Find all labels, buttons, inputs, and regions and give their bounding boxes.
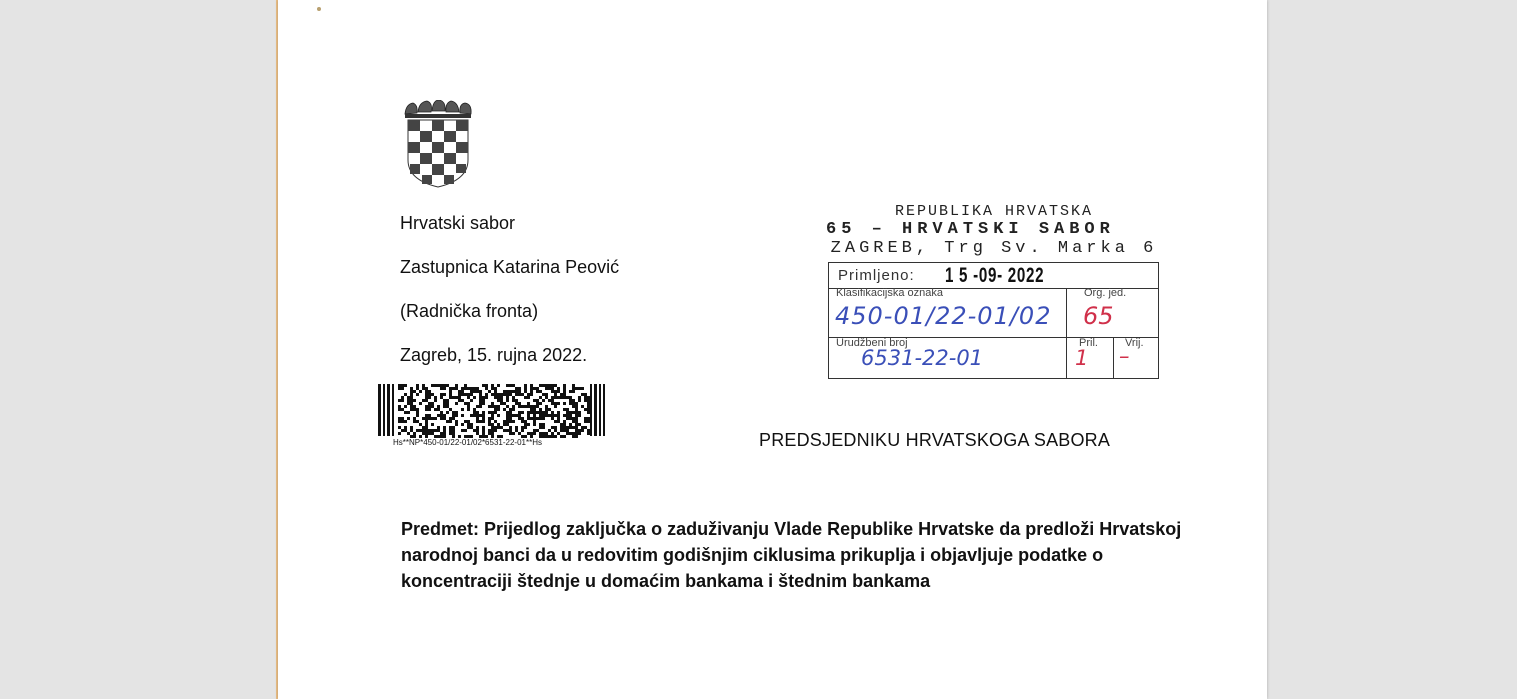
stamp-row-class-labels	[829, 288, 1158, 299]
stamp-row-reg-values	[829, 344, 1158, 378]
sender-name: Zastupnica Katarina Peović	[400, 257, 620, 277]
received-label: Primljeno:	[838, 267, 915, 284]
stamp-row-class-values	[829, 299, 1158, 338]
sender-place-date: Zagreb, 15. rujna 2022.	[400, 345, 588, 365]
classification-value: 450-01/22-01/02	[835, 302, 1052, 330]
received-date: 1 5 -09- 2022	[945, 264, 1045, 287]
stamp-row-received	[829, 263, 1158, 289]
stamp-divider-main	[1066, 288, 1067, 378]
received-stamp-header	[826, 203, 1162, 258]
recipient-line: PREDSJEDNIKU HRVATSKOGA SABORA	[759, 430, 1111, 450]
classification-label: Klasifikacijska oznaka	[836, 287, 943, 299]
barcode-caption: Hs**NP*450-01/22-01/02*6531-22-01**Hs	[393, 438, 542, 447]
sender-party: (Radnička fronta)	[400, 301, 539, 321]
value-value: –	[1119, 344, 1130, 368]
received-stamp-box	[828, 262, 1159, 379]
stamp-header-institution: 65 – HRVATSKI SABOR	[826, 220, 1115, 239]
attachments-value: 1	[1075, 346, 1089, 370]
value-label: Vrij.	[1125, 337, 1144, 349]
scan-speck	[317, 7, 321, 11]
subject-paragraph: Predmet: Prijedlog zaključka o zaduživanju Vlade Republike Hrvatske da predloži Hrvatskoj narodnoj banci da u redovitim godišnjim ciklusima prikuplja i objavljuje podatke o koncentraciji štednje u domaćim bankama i štednim bankama	[401, 519, 1182, 591]
croatian-coat-of-arms-icon	[402, 100, 474, 188]
reg-number-label: Urudžbeni broj	[836, 337, 908, 349]
org-unit-label: Org. jed.	[1084, 287, 1127, 299]
stamp-divider-small	[1113, 337, 1114, 378]
sender-block	[400, 212, 619, 388]
org-unit-value: 65	[1083, 302, 1114, 330]
reg-number-value: 6531-22-01	[861, 346, 984, 370]
attachments-label: Pril.	[1079, 337, 1098, 349]
stamp-header-address: ZAGREB, Trg Sv. Marka 6	[830, 239, 1158, 258]
sender-institution: Hrvatski sabor	[400, 213, 516, 233]
stamp-header-country: REPUBLIKA HRVATSKA	[894, 203, 1094, 220]
